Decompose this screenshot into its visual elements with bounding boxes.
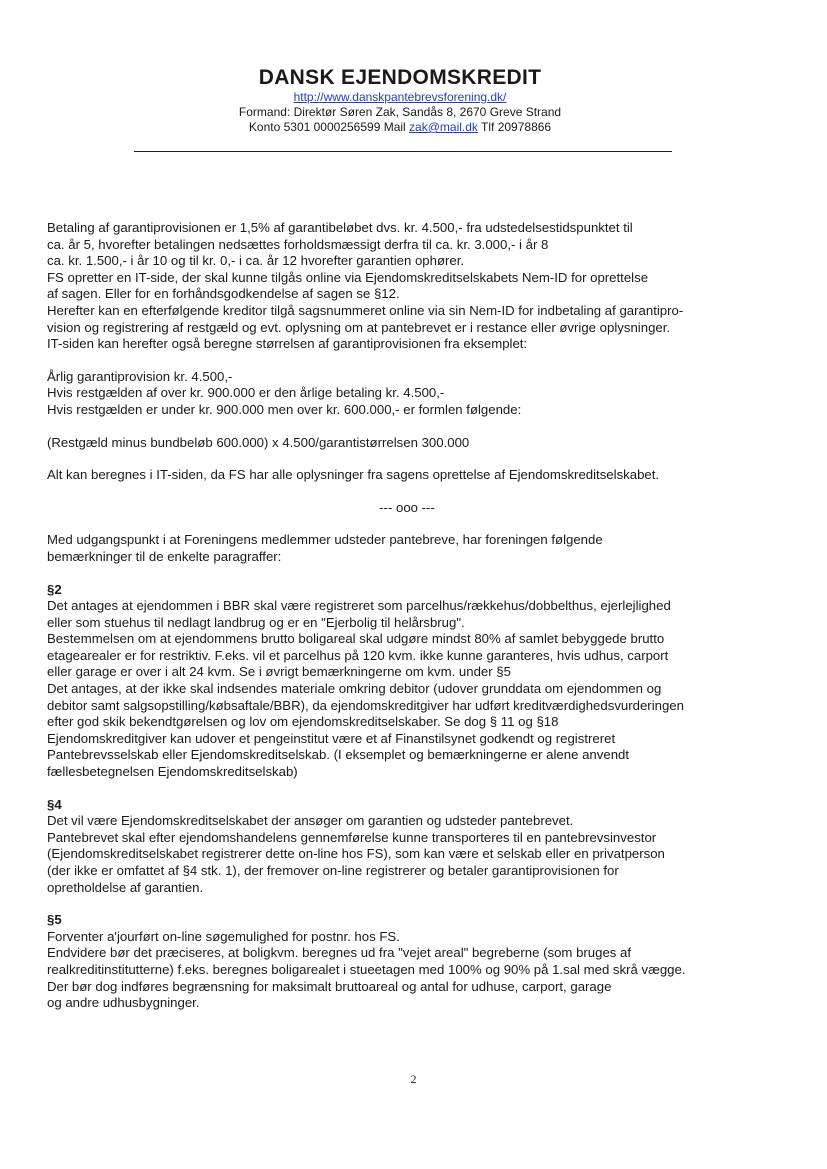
remarks-line: bemærkninger til de enkelte paragraffer: [47,548,282,564]
remarks-intro [47,532,767,565]
example-line: Årlig garantiprovision kr. 4.500,- [47,368,233,384]
website-line [130,90,670,105]
intro-line: ca. år 5, hvorefter betalingen nedsættes forholdsmæssigt derfra til ca. kr. 3.000,- i år 8 [47,236,549,252]
section-line: realkreditinstitutterne) f.eks. beregnes boligarealet i stueetagen med 100% og 90% på 1.sal med skrå vægge. [47,961,686,977]
section-line: eller garage er over i alt 24 kvm. Se i øvrigt bemærkningerne om kvm. under §5 [47,664,511,680]
intro-line: Betaling af garantiprovisionen er 1,5% af garantibeløbet dvs. kr. 4.500,- fra udstedelsestidspunktet til [47,220,633,235]
document-body [47,220,767,1012]
section-5 [47,912,767,1012]
website-link[interactable]: http://www.danskpantebrevsforening.dk/ [293,90,507,104]
intro-line: vision og registrering af restgæld og evt. oplysning om at pantebrevet er i restance eller øvrige oplysninger. [47,319,671,335]
remarks-line: Med udgangspunkt i at Foreningens medlemmer udsteder pantebreve, har foreningen følgende [47,532,603,548]
section-line: Forventer a'jourført on-line søgemulighed for postnr. hos FS. [47,928,400,944]
section-line: efter god skik bekendtgørelsen og lov om ejendomskreditselskaber. Se dog § 11 og §18 [47,714,559,730]
section-separator: --- ooo --- [379,499,435,515]
section-line: Bestemmelsen om at ejendommens brutto boligareal skal udgøre mindst 80% af samlet bebyggede brutto [47,631,665,647]
section-line: eller som stuehus til nedlagt landbrug og er en "Ejerbolig til helårsbrug". [47,614,465,630]
conclusion: Alt kan beregnes i IT-siden, da FS har alle oplysninger fra sagens oprettelse af Ejendomskreditselskabet. [47,467,660,483]
section-line: og andre udhusbygninger. [47,995,200,1011]
example-line: Hvis restgælden er under kr. 900.000 men over kr. 600.000,- er formlen følgende: [47,401,522,417]
section-4 [47,797,767,897]
email-link[interactable]: zak@mail.dk [409,120,478,134]
section-line: opretholdelse af garantien. [47,879,204,895]
section-line: Det antages, at der ikke skal indsendes materiale omkring debitor (udover grunddata om ejendommen og [47,681,662,697]
letterhead-divider [134,151,672,152]
contact-prefix: Konto 5301 0000256599 Mail [248,120,410,134]
intro-line: Herefter kan en efterfølgende kreditor tilgå sagsnummeret online via sin Nem-ID for indbetaling af garantipro- [47,302,684,318]
section-line: fællesbetegnelsen Ejendomskreditselskab) [47,764,298,780]
section-line: Pantebrevsselskab eller Ejendomskreditselskab. (I eksemplet og bemærkningerne er alene anvendt [47,747,630,763]
section-heading: §4 [47,796,62,812]
section-line: Der bør dog indføres begrænsning for maksimalt bruttoareal og antal for udhuse, carport, garage [47,978,612,994]
letterhead [130,66,670,135]
contact-suffix: Tlf 20978866 [477,120,552,134]
section-line: Pantebrevet skal efter ejendomshandelens gennemførelse kunne transporteres til en pantebrevsinvestor [47,829,657,845]
formula: (Restgæld minus bundbeløb 600.000) x 4.500/garantistørrelsen 300.000 [47,434,470,450]
section-line: Ejendomskreditgiver kan udover et pengeinstitut være et af Finanstilsynet godkendt og registreret [47,730,616,746]
example-line: Hvis restgælden af over kr. 900.000 er den årlige betaling kr. 4.500,- [47,385,445,401]
page-number: 2 [410,1072,417,1086]
section-line: (der ikke er omfattet af §4 stk. 1), der fremover on-line registrerer og betaler garantiprovisionen for [47,863,619,878]
chairman-line: Formand: Direktør Søren Zak, Sandås 8, 2670 Greve Strand [238,105,562,119]
intro-line: ca. kr. 1.500,- i år 10 og til kr. 0,- i ca. år 12 hvorefter garantien ophører. [47,253,465,269]
intro-line: af sagen. Eller for en forhåndsgodkendelse af sagen se §12. [47,286,400,302]
intro-paragraph [47,220,767,353]
section-line: Endvidere bør det præciseres, at boligkvm. beregnes ud fra "vejet areal" begreberne (som bruges af [47,945,632,961]
example-block [47,369,767,419]
intro-line: IT-siden kan herefter også beregne størrelsen af garantiprovisionen fra eksemplet: [47,336,528,352]
section-line: debitor samt salgsopstilling/købsaftale/BBR), da ejendomskreditgiver har udført kreditværdighedsvurderingen [47,697,684,713]
section-heading: §5 [47,912,62,928]
section-heading: §2 [47,581,62,597]
section-2 [47,582,767,781]
section-line: Det vil være Ejendomskreditselskabet der ansøger om garantien og udsteder pantebrevet. [47,813,574,829]
section-line: Det antages at ejendommen i BBR skal være registreret som parcelhus/rækkehus/dobbelthus, ejerlejlighed [47,598,671,614]
section-line: (Ejendomskreditselskabet registrerer dette on-line hos FS), som kan være et selskab eller en privatperson [47,846,665,862]
organization-name: DANSK EJENDOMSKREDIT [258,66,542,89]
intro-line: FS opretter en IT-side, der skal kunne tilgås online via Ejendomskreditselskabets Nem-ID for oprettelse [47,269,649,285]
section-line: etagearealer er for restriktiv. F.eks. vil et parcelhus på 120 kvm. ikke kunne garanteres, hvis udhus, carport [47,647,669,663]
contact-line [130,120,670,135]
